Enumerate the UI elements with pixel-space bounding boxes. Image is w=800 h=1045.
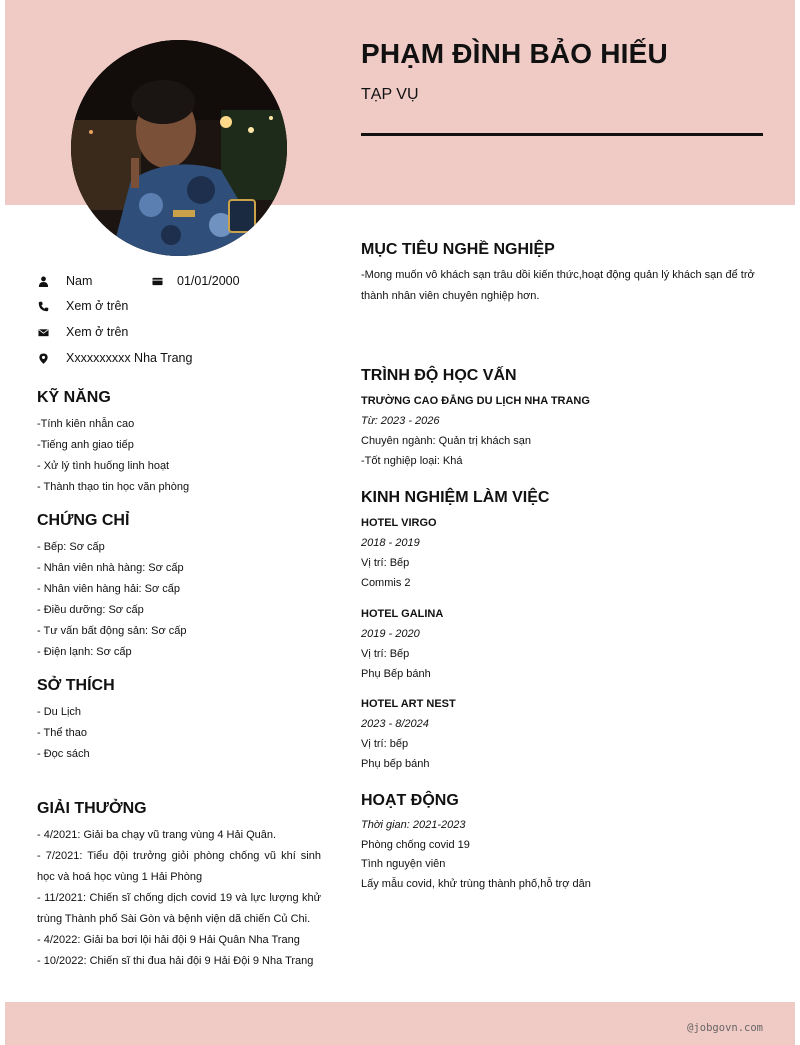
job-period: 2019 - 2020 xyxy=(361,628,420,640)
header-divider xyxy=(361,133,763,136)
phone-row xyxy=(37,299,128,313)
certificates-heading: CHỨNG CHỈ xyxy=(37,512,130,529)
education-block xyxy=(361,391,590,471)
hobbies-heading: SỞ THÍCH xyxy=(37,677,115,694)
mail-icon xyxy=(37,326,49,338)
list-item: -Tính kiên nhẫn cao xyxy=(37,418,135,430)
list-item: - Thể thao xyxy=(37,727,87,739)
activities-period: Thời gian: 2021-2023 xyxy=(361,819,466,831)
job-period: 2018 - 2019 xyxy=(361,537,420,549)
list-item: - 10/2022: Chiến sĩ thi đua hải đội 9 Hải Đội 9 Nha Trang xyxy=(37,955,314,967)
job-detail: Commis 2 xyxy=(361,577,411,589)
job-period: 2023 - 8/2024 xyxy=(361,718,429,730)
calendar-icon xyxy=(151,275,163,287)
company-name: HOTEL VIRGO xyxy=(361,517,437,529)
gender-value: Nam xyxy=(66,274,93,288)
experience-heading: KINH NGHIỆM LÀM VIỆC xyxy=(361,489,550,506)
list-item: - Xử lý tình huống linh hoạt xyxy=(37,460,170,472)
list-item: - Thành thạo tin học văn phòng xyxy=(37,481,190,493)
email-row xyxy=(37,325,128,339)
list-item: - 4/2022: Giải ba bơi lội hải đội 9 Hải Quân Nha Trang xyxy=(37,934,300,946)
location-pin-icon xyxy=(37,352,49,364)
skills-list xyxy=(37,414,189,498)
certificates-list xyxy=(37,537,187,663)
list-item: - 7/2021: Tiểu đội trưởng giỏi phòng chống vũ khí sinh học và hoá học vùng 1 Hải Phòng xyxy=(37,850,321,883)
person-icon xyxy=(37,275,49,287)
list-item: - 11/2021: Chiến sĩ chống dịch covid 19 và lực lượng khử trùng Thành phố Sài Gòn và bệnh viện dã chiến Củ Chi. xyxy=(37,892,321,925)
list-item: - 4/2021: Giải ba chạy vũ trang vùng 4 Hải Quân. xyxy=(37,829,277,841)
job-title: TẠP VỤ xyxy=(361,86,419,103)
job-detail: Phụ bếp bánh xyxy=(361,758,430,770)
phone-value: Xem ở trên xyxy=(66,299,129,313)
activities-block xyxy=(361,816,591,894)
job-entry xyxy=(361,513,437,593)
job-position: Vị trí: Bếp xyxy=(361,557,410,569)
address-value: Xxxxxxxxxx Nha Trang xyxy=(66,351,193,365)
gender-row xyxy=(37,274,92,288)
list-item: Phòng chống covid 19 xyxy=(361,838,470,851)
job-position: Vị trí: Bếp xyxy=(361,648,410,660)
education-period: Từ: 2023 - 2026 xyxy=(361,415,440,427)
school-name: TRƯỜNG CAO ĐẲNG DU LỊCH NHA TRANG xyxy=(361,395,590,407)
job-position: Vị trí: bếp xyxy=(361,738,409,750)
company-name: HOTEL GALINA xyxy=(361,608,444,620)
list-item: - Du Lịch xyxy=(37,706,82,718)
job-detail: Phụ Bếp bánh xyxy=(361,668,431,680)
skills-heading: KỸ NĂNG xyxy=(37,389,111,406)
footer-band xyxy=(5,1002,795,1045)
address-row xyxy=(37,351,192,365)
profile-photo xyxy=(71,40,287,256)
activities-heading: HOẠT ĐỘNG xyxy=(361,792,459,809)
education-major: Chuyên ngành: Quản trị khách sạn xyxy=(361,435,532,447)
birthday-row xyxy=(151,274,240,288)
education-grade: -Tốt nghiệp loại: Khá xyxy=(361,455,463,467)
list-item: - Bếp: Sơ cấp xyxy=(37,541,105,553)
phone-icon xyxy=(37,300,49,312)
job-entry xyxy=(361,694,456,774)
list-item: - Tư vấn bất động sản: Sơ cấp xyxy=(37,625,187,637)
awards-list xyxy=(37,825,321,972)
watermark: @jobgovn.com xyxy=(687,1022,763,1034)
birthday-value: 01/01/2000 xyxy=(177,274,240,288)
objective-text: -Mong muốn vô khách sạn trâu dồi kiến thức,hoạt động quản lý khách sạn để trở thành nhân viên chuyên nghiệp hơn. xyxy=(361,269,755,302)
email-value: Xem ở trên xyxy=(66,325,129,339)
list-item: - Nhân viên nhà hàng: Sơ cấp xyxy=(37,562,184,574)
list-item: - Điều dưỡng: Sơ cấp xyxy=(37,604,144,616)
hobbies-list xyxy=(37,702,90,765)
list-item: -Tiếng anh giao tiếp xyxy=(37,439,134,451)
list-item: Lấy mẫu covid, khử trùng thành phố,hỗ trợ dân xyxy=(361,877,591,890)
list-item: - Đọc sách xyxy=(37,748,90,760)
job-entry xyxy=(361,604,443,684)
list-item: - Điện lạnh: Sơ cấp xyxy=(37,646,132,658)
company-name: HOTEL ART NEST xyxy=(361,698,456,710)
objective-heading: MỤC TIÊU NGHỀ NGHIỆP xyxy=(361,241,555,258)
list-item: Tình nguyện viên xyxy=(361,858,446,870)
list-item: - Nhân viên hàng hải: Sơ cấp xyxy=(37,583,180,595)
education-heading: TRÌNH ĐỘ HỌC VẤN xyxy=(361,367,517,384)
awards-heading: GIẢI THƯỞNG xyxy=(37,800,147,817)
candidate-name: PHẠM ĐÌNH BẢO HIẾU xyxy=(361,38,668,69)
